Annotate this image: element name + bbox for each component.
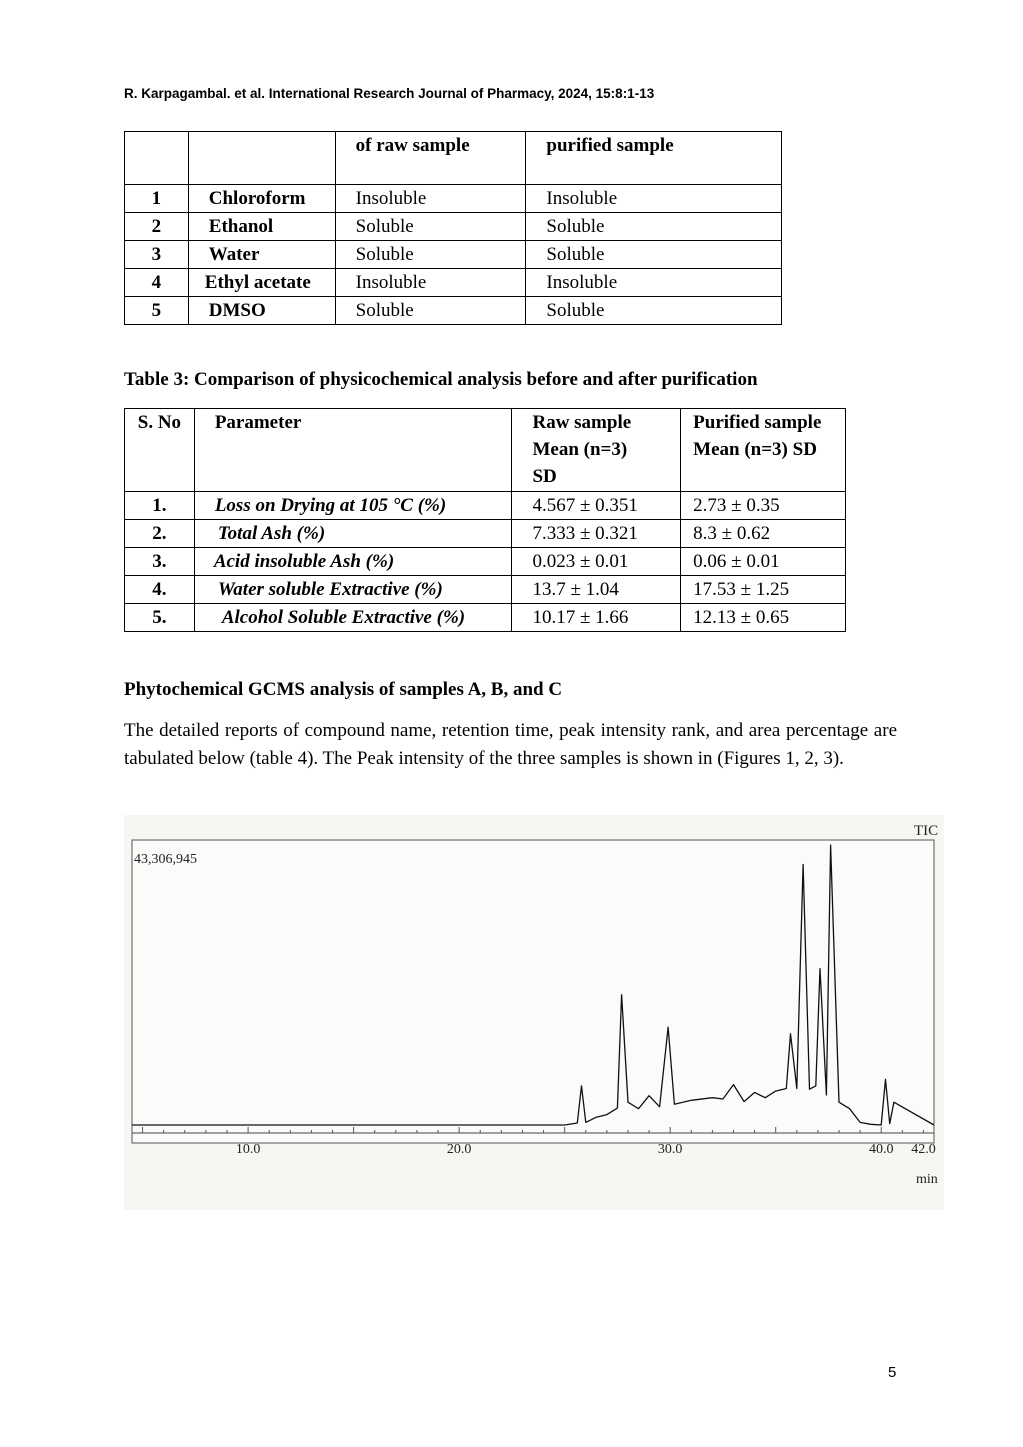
table-cell: 2 — [125, 213, 189, 241]
table-cell: Soluble — [526, 213, 782, 241]
table-row — [125, 520, 846, 548]
table-cell: Acid insoluble Ash (%) — [194, 548, 512, 576]
table-cell: Insoluble — [335, 185, 526, 213]
table-cell: 2. — [125, 520, 195, 548]
table-header-row — [125, 132, 782, 185]
table-cell: Water — [188, 241, 335, 269]
table-cell: Ethyl acetate — [188, 269, 335, 297]
table-row — [125, 548, 846, 576]
table-row — [125, 185, 782, 213]
plot-frame — [132, 840, 934, 1143]
solubility-table — [124, 131, 782, 325]
physicochemical-table — [124, 408, 846, 632]
table-cell: Insoluble — [526, 185, 782, 213]
table-cell: 10.17 ± 1.66 — [512, 604, 681, 632]
chromatogram-chart — [124, 815, 944, 1210]
header-line: Mean (n=3) — [532, 439, 628, 460]
header-line: Mean (n=3) SD — [693, 439, 817, 460]
table-cell: 4.567 ± 0.351 — [512, 492, 681, 520]
table-cell: Soluble — [526, 297, 782, 325]
table-cell: 1. — [125, 492, 195, 520]
table-header-cell — [681, 409, 846, 492]
table-cell: 5. — [125, 604, 195, 632]
table-cell: Soluble — [526, 241, 782, 269]
table-cell: 0.06 ± 0.01 — [681, 548, 846, 576]
table-cell: 5 — [125, 297, 189, 325]
table-cell: 3 — [125, 241, 189, 269]
table-header-row — [125, 409, 846, 492]
table-cell: Chloroform — [188, 185, 335, 213]
table-cell: 13.7 ± 1.04 — [512, 576, 681, 604]
table-cell: Soluble — [335, 297, 526, 325]
table-cell: Insoluble — [526, 269, 782, 297]
table-header-cell: S. No — [125, 409, 195, 492]
table-cell: Water soluble Extractive (%) — [194, 576, 512, 604]
table-cell: Soluble — [335, 213, 526, 241]
table-row — [125, 297, 782, 325]
table-cell: 12.13 ± 0.65 — [681, 604, 846, 632]
table-cell: Total Ash (%) — [194, 520, 512, 548]
table-header-cell — [512, 409, 681, 492]
table-row — [125, 576, 846, 604]
table-cell: DMSO — [188, 297, 335, 325]
x-tick-label: 40.0 — [868, 1142, 894, 1157]
table-header-cell: purified sample — [526, 132, 782, 185]
table-cell: Soluble — [335, 241, 526, 269]
table-cell: Ethanol — [188, 213, 335, 241]
gcms-chromatogram-figure — [124, 815, 944, 1210]
table-row — [125, 213, 782, 241]
table-row — [125, 269, 782, 297]
table-cell: 4. — [125, 576, 195, 604]
x-tick-label: 20.0 — [446, 1142, 472, 1157]
table-header-cell: of raw sample — [335, 132, 526, 185]
table-header-cell — [188, 132, 335, 185]
table-cell: 1 — [125, 185, 189, 213]
header-line: SD — [532, 466, 557, 487]
section-heading: Phytochemical GCMS analysis of samples A, B, and C — [124, 679, 563, 700]
x-tick-label: 30.0 — [657, 1142, 683, 1157]
y-max-label: 43,306,945 — [134, 852, 197, 867]
header-line: Purified sample — [693, 412, 822, 433]
body-paragraph: The detailed reports of compound name, retention time, peak intensity rank, and area percentage are tabulated below (table 4). The Peak intensity of the three samples is shown in (Figures 1, 2, 3). — [124, 720, 897, 769]
table-header-cell: Parameter — [194, 409, 512, 492]
chart-title: TIC — [914, 823, 939, 839]
table-cell: 8.3 ± 0.62 — [681, 520, 846, 548]
table-cell: Loss on Drying at 105 °C (%) — [194, 492, 512, 520]
table-cell: Alcohol Soluble Extractive (%) — [194, 604, 512, 632]
header-line: Raw sample — [532, 412, 632, 433]
table-row — [125, 492, 846, 520]
table-cell: Insoluble — [335, 269, 526, 297]
running-header: R. Karpagambal. et al. International Research Journal of Pharmacy, 2024, 15:8:1-13 — [124, 86, 655, 101]
x-axis-unit: min — [916, 1172, 938, 1187]
table-caption: Table 3: Comparison of physicochemical analysis before and after purification — [124, 369, 758, 390]
x-tick-label: 10.0 — [235, 1142, 261, 1157]
table-row — [125, 604, 846, 632]
table-cell: 3. — [125, 548, 195, 576]
x-tick-label: 42.0 — [911, 1142, 936, 1157]
page-number: 5 — [888, 1364, 897, 1381]
table-cell: 4 — [125, 269, 189, 297]
table-header-cell — [125, 132, 189, 185]
table-cell: 0.023 ± 0.01 — [512, 548, 681, 576]
table-cell: 7.333 ± 0.321 — [512, 520, 681, 548]
table-row — [125, 241, 782, 269]
table-cell: 17.53 ± 1.25 — [681, 576, 846, 604]
table-cell: 2.73 ± 0.35 — [681, 492, 846, 520]
